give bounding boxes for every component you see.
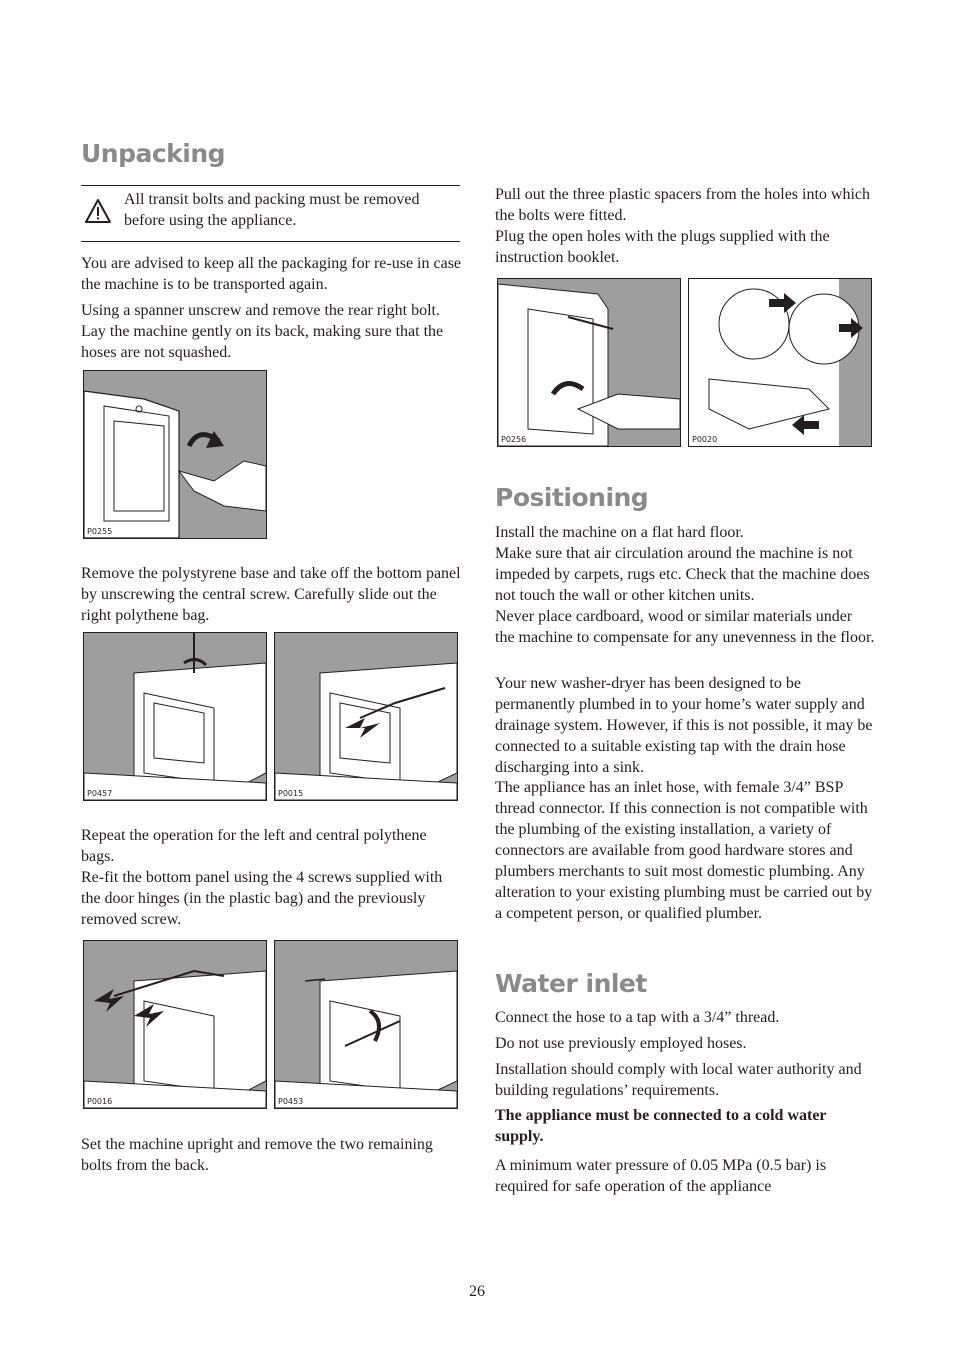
heading-water-inlet: Water inlet [495,969,647,998]
figure-slide-right-bag [274,632,458,801]
paragraph-regulations: Installation should comply with local water authority and building regulations’ requirements. [495,1061,862,1099]
figure-remove-back-bolts [497,278,681,447]
figure-code: P0453 [278,1097,304,1106]
paragraph-polystyrene-base: Remove the polystyrene base and take off the bottom panel by unscrewing the central screw. Carefully slide out the right polythene bag. [81,565,461,624]
paragraph-plumbing: Your new washer-dryer has been designed to be permanently plumbed in to your home’s water supply and drainage system. However, if this is not possible, it may be connected to a suitable existing tap with the drain hose discharging into a sink. [495,675,873,776]
paragraph-water-pressure: A minimum water pressure of 0.05 MPa (0.5 bar) is required for safe operation of the appliance [495,1157,827,1195]
figure-code: P0015 [278,789,304,798]
figure-remove-left-bags [83,940,267,1109]
heading-positioning: Positioning [495,483,649,512]
paragraph-plug-holes: Plug the open holes with the plugs supplied with the instruction booklet. [495,228,830,266]
warning-text: All transit bolts and packing must be removed before using the appliance. [124,191,420,229]
paragraph-air-circulation: Make sure that air circulation around the machine is not impeded by carpets, rugs etc. Check that the machine does not touch the wall or other kitchen units. [495,545,870,604]
page-number: 26 [469,1283,485,1300]
figure-remove-rear-bolt [83,370,267,539]
paragraph-pull-spacers: Pull out the three plastic spacers from the holes into which the bolts were fitted. [495,186,871,224]
warning-box [81,185,460,242]
paragraph-packaging: You are advised to keep all the packaging for re-use in case the machine is to be transported again. [81,255,462,293]
paragraph-inlet-hose: The appliance has an inlet hose, with female 3/4” BSP thread connector. If this connection is not compatible with the plumbing of the existing installation, a variety of connectors are available from good hardware stores and plumbers merchants to suit most domestic plumbing. Any alteration to your existing plumbing must be carried out by a competent person, or qualified plumber. [495,779,873,922]
paragraph-unevenness: Never place cardboard, wood or similar materials under the machine to compensate for any unevenness in the floor. [495,608,875,646]
figure-unscrew-panel [83,632,267,801]
figure-code: P0020 [692,435,718,444]
paragraph-cold-water: The appliance must be connected to a cold water supply. [495,1107,827,1145]
figure-code: P0016 [87,1097,113,1106]
figure-refit-panel [274,940,458,1109]
paragraph-no-used-hoses: Do not use previously employed hoses. [495,1035,747,1052]
warning-triangle-icon [84,198,112,224]
figure-code: P0457 [87,789,113,798]
paragraph-repeat-operation: Repeat the operation for the left and central polythene bags. [81,827,427,865]
paragraph-connect-hose: Connect the hose to a tap with a 3/4” thread. [495,1009,780,1026]
paragraph-set-upright: Set the machine upright and remove the two remaining bolts from the back. [81,1136,433,1174]
figure-plug-holes [688,278,872,447]
paragraph-refit-panel: Re-fit the bottom panel using the 4 screws supplied with the door hinges (in the plastic bag) and the previously removed screw. [81,869,443,928]
figure-code: P0256 [501,435,527,444]
heading-unpacking: Unpacking [81,139,226,168]
paragraph-flat-floor: Install the machine on a flat hard floor. [495,524,744,541]
paragraph-rear-bolt: Using a spanner unscrew and remove the rear right bolt. Lay the machine gently on its back, making sure that the hoses are not squashed. [81,302,444,361]
figure-code: P0255 [87,527,113,536]
